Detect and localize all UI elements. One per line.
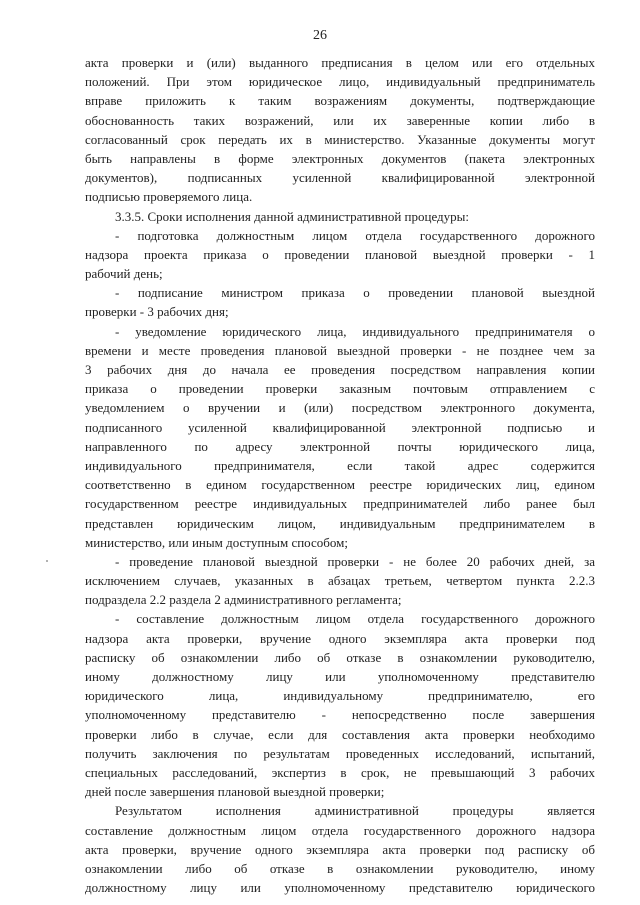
paragraph (85, 552, 595, 610)
text-line: времени и месте проведения плановой выездной проверки - не позднее чем за (85, 342, 595, 358)
text-line: уведомлением о вручении и (или) посредством электронного документа, (85, 400, 595, 416)
scan-speck (46, 560, 48, 562)
text-line: получить заключения по результатам проведенных исследований, испытаний, (85, 745, 595, 761)
text-line: индивидуального предпринимателя, если такой адрес содержится (85, 457, 595, 473)
text-line: надзора акта проверки, вручение одного экземпляра акта проверки под (85, 630, 595, 646)
text-line: министерство, или иным доступным способом; (85, 534, 348, 550)
text-line: должностному лицу или уполномоченному представителю юридического (85, 880, 595, 896)
text-line: направленного по адресу электронной почты юридического лица, (85, 438, 595, 454)
text-line: 3.3.5. Сроки исполнения данной административной процедуры: (115, 208, 470, 224)
paragraph (85, 226, 595, 284)
paragraph (85, 801, 595, 897)
text-line: - подготовка должностным лицом отдела государственного дорожного (115, 227, 595, 243)
text-line: подписанного усиленной квалифицированной электронной подписью и (85, 419, 595, 435)
text-line: проверки - 3 рабочих дня; (85, 304, 229, 320)
text-line: юридического лица, индивидуальному предпринимателю, его (85, 688, 595, 704)
text-line: составление должностным лицом отдела государственного дорожного надзора (85, 822, 595, 838)
text-line: надзора проекта приказа о проведении плановой выездной проверки - 1 (85, 246, 595, 262)
text-line: уполномоченному представителю - непосредственно после завершения (85, 707, 595, 723)
text-line: исключением случаев, указанных в абзацах третьем, четвертом пункта 2.2.3 (85, 573, 595, 589)
paragraph (85, 283, 595, 321)
paragraph (85, 53, 595, 207)
text-line: - проведение плановой выездной проверки - не более 20 рабочих дней, за (115, 553, 595, 569)
text-line: ознакомлении либо об отказе в ознакомлении руководителю, иному (85, 860, 595, 876)
text-line: - подписание министром приказа о проведении плановой выездной (115, 285, 595, 301)
text-line: Результатом исполнения административной процедуры является (115, 803, 595, 819)
text-line: специальных расследований, экспертиз в срок, не превышающий 3 рабочих (85, 764, 595, 780)
paragraph (85, 207, 595, 226)
text-line: представлен юридическим лицом, индивидуальным предпринимателем в (85, 515, 595, 531)
text-line: - уведомление юридического лица, индивидуального предпринимателя о (115, 323, 595, 339)
text-line: подписью проверяемого лица. (85, 189, 253, 205)
text-line: проверки либо в случае, если для составления акта проверки необходимо (85, 726, 595, 742)
text-line: согласованный срок передать их в министерство. Указанные документы могут (85, 131, 595, 147)
paragraph (85, 322, 595, 552)
text-line: приказа о проведении проверки заказным почтовым отправлением с (85, 381, 595, 397)
text-line: положений. При этом юридическое лицо, индивидуальный предприниматель (85, 74, 595, 90)
text-line: дней после завершения плановой выездной проверки; (85, 784, 385, 800)
text-line: - составление должностным лицом отдела государственного дорожного (115, 611, 595, 627)
text-line: обоснованность таких возражений, или их заверенные копии либо в (85, 112, 595, 128)
text-line: 3 рабочих дня до начала ее проведения посредством направления копии (85, 362, 595, 377)
text-line: вправе приложить к таким возражениям документы, подтверждающие (85, 93, 595, 109)
document-body (85, 53, 595, 897)
text-line: акта проверки и (или) выданного предписания в целом или его отдельных (85, 55, 595, 70)
paragraph (85, 609, 595, 801)
text-line: акта проверки, вручение одного экземпляра акта проверки под расписку об (85, 841, 595, 857)
text-line: рабочий день; (85, 266, 163, 282)
text-line: быть направлены в форме электронных документов (пакета электронных (85, 150, 595, 166)
page-number: 26 (313, 28, 327, 43)
text-line: иному должностному лицу или уполномоченному представителю (85, 669, 595, 684)
text-line: государственном реестре индивидуальных предпринимателей либо ранее был (85, 496, 595, 512)
text-line: расписку об ознакомлении либо об отказе в ознакомлении руководителю, (85, 649, 595, 665)
text-line: документов), подписанных усиленной квалифицированной электронной (85, 170, 595, 186)
text-line: подраздела 2.2 раздела 2 административного регламента; (85, 592, 402, 608)
text-line: соответственно в едином государственном реестре юридических лиц, едином (85, 477, 595, 493)
